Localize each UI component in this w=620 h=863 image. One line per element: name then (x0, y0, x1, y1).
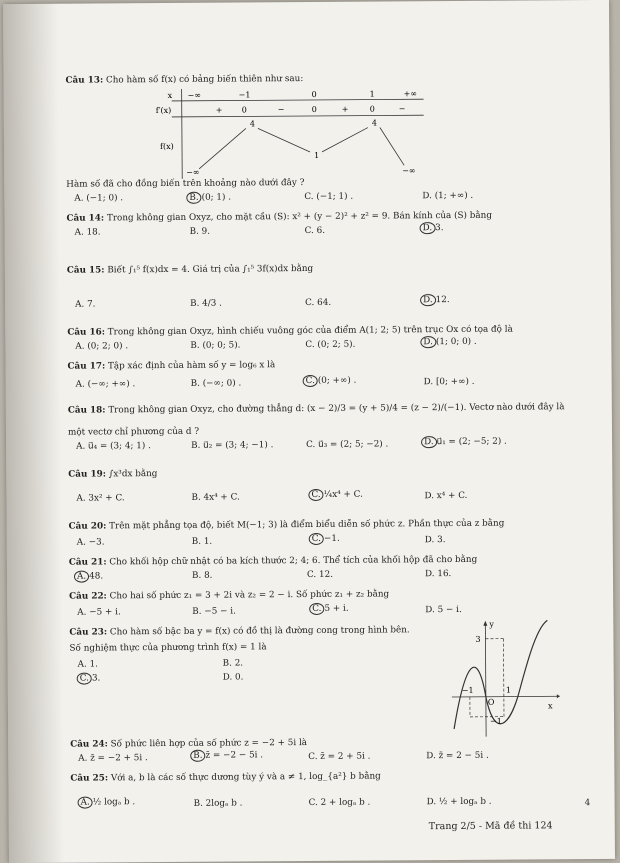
graph-y-label: y (489, 619, 494, 629)
q22-option-a[interactable]: A. −5 + i. (77, 607, 121, 618)
q19 (68, 469, 157, 481)
q14-option-d-value: 3. (435, 223, 444, 234)
q23-option-a[interactable]: A. 1. (77, 659, 98, 670)
q18-text: Trong không gian Oxyz, cho đường thẳng d: (x − 2)/3 = (y + 5)/4 = (z − 2)/(−1). Vectơ nào dưới đây là (108, 402, 565, 416)
q13-question: Hàm số đã cho đồng biến trên khoảng nào dưới đây ? (66, 178, 305, 190)
q23-option-c[interactable] (80, 673, 101, 684)
q14-option-d[interactable] (423, 223, 444, 234)
vt-f-1: 1 (314, 150, 320, 160)
q25-option-a[interactable] (81, 797, 136, 808)
vt-f: f(x) (159, 141, 174, 152)
vt-x-pinf: +∞ (403, 89, 418, 99)
graph-neg1-x: −1 (461, 685, 474, 695)
q17-option-c-value: (0; +∞) . (317, 375, 357, 386)
q16-text: Trong không gian Oxyz, hình chiếu vuông góc của điểm A(1; 2; 5) trên trục Ox có tọa độ là (107, 324, 513, 338)
graph-origin: O (487, 697, 495, 707)
cubic-graph (447, 618, 560, 737)
q20-option-c-value: −1. (323, 533, 340, 544)
q15-int1: ∫₁⁵ f(x)dx = 4. Giá trị của (128, 264, 240, 276)
graph-x-label: x (547, 701, 553, 711)
vt-fp: f′(x) (155, 105, 172, 116)
vt-sign-2: − (277, 105, 285, 115)
q24-option-c[interactable]: C. z̄ = 2 + 5i . (308, 751, 371, 763)
q14-label: Câu 14: (66, 213, 105, 224)
vt-f-4b: 4 (371, 118, 377, 128)
q19-option-c-letter: C. (308, 489, 323, 501)
margin-note: 4 (584, 798, 591, 809)
q15-option-c[interactable]: C. 64. (305, 297, 332, 309)
q24-option-b-value: z̄ = −2 − 5i . (205, 750, 264, 761)
q16-option-d-value: (1; 0; 0) . (435, 336, 477, 348)
q22-option-c[interactable] (312, 604, 348, 615)
vt-f-4a: 4 (249, 119, 255, 129)
q21-option-d[interactable]: D. 16. (424, 569, 452, 580)
q17-text: Tập xác định của hàm số y = log₆ x là (107, 360, 276, 372)
q18-text2: một vectơ chỉ phương của d ? (67, 426, 200, 438)
q25 (70, 772, 380, 785)
q15-option-d[interactable] (423, 295, 450, 306)
q25-option-b[interactable]: B. 2logₐ b . (193, 798, 243, 809)
q20-text: Trên mặt phẳng tọa độ, biết M(−1; 3) là điểm biểu diễn số phức z. Phần thực của z bằng (109, 518, 505, 532)
q20-label: Câu 20: (68, 521, 107, 532)
q17-label: Câu 17: (67, 361, 106, 372)
q22-option-b[interactable]: B. −5 − i. (192, 606, 236, 617)
q19-option-c-value: ¼x⁴ + C. (323, 489, 363, 500)
q24 (70, 738, 307, 751)
q20-option-d[interactable]: D. 3. (424, 535, 446, 546)
q24-option-b[interactable] (193, 750, 263, 761)
q21-option-a-value: 48. (89, 571, 104, 582)
q13-option-d[interactable]: D. (1; +∞) . (422, 190, 474, 202)
q18-option-b[interactable]: B. u⃗₂ = (3; 4; −1) . (191, 440, 274, 451)
q18-label: Câu 18: (67, 405, 106, 416)
q15-text1: Biết (107, 265, 126, 276)
q22-label: Câu 22: (69, 591, 107, 602)
q19-option-c[interactable] (311, 490, 362, 501)
q25-option-c[interactable]: C. 2 + logₐ b . (308, 797, 371, 809)
q21-option-c[interactable]: C. 12. (306, 569, 334, 581)
q25-text: Với a, b là các số thực dương tùy ý và a ≠ 1, log_{a²} b bằng (110, 771, 381, 784)
q23-label: Câu 23: (69, 627, 108, 638)
q13-option-b-letter: B. (186, 192, 201, 204)
q21-label: Câu 21: (68, 557, 107, 568)
q22-text: Cho hai số phức z₁ = 3 + 2i và z₂ = 2 − i. Số phức z₁ + z₂ bằng (109, 589, 390, 602)
q23-text: Cho hàm số bậc ba y = f(x) có đồ thị là đường cong trong hình bên. (109, 625, 410, 638)
q20-option-c-letter: C. (309, 533, 324, 545)
q16-option-c[interactable]: C. (0; 2; 5). (305, 339, 356, 351)
q15-option-a[interactable]: A. 7. (75, 299, 96, 310)
q25-label: Câu 25: (70, 773, 109, 784)
q23-option-d[interactable]: D. 0. (222, 672, 244, 683)
q13-text: Cho hàm số f(x) có bảng biến thiên như sau: (105, 74, 304, 86)
q17-option-c[interactable] (306, 376, 357, 387)
q18-option-d-letter: D. (421, 436, 437, 448)
vt-x-0: 0 (311, 89, 317, 99)
q14-text: Trong không gian Oxyz, cho mặt cầu (S): x² + (y − 2)² + z² = 9. Bán kính của (S) bằng (106, 210, 492, 224)
q21 (69, 555, 477, 569)
q15-option-b[interactable] (190, 299, 222, 310)
q24-option-b-letter: B. (190, 750, 205, 762)
q15-label: Câu 15: (66, 265, 105, 276)
q22-option-c-value: 5 + i. (324, 603, 349, 614)
variation-table (154, 87, 425, 179)
graph-three: 3 (475, 634, 481, 644)
q16-option-d[interactable] (423, 337, 476, 348)
q13-label: Câu 13: (65, 75, 104, 86)
q19-label: Câu 19: (68, 469, 106, 480)
vt-f-ninf: −∞ (186, 167, 200, 177)
q13 (66, 74, 304, 87)
q16-label: Câu 16: (67, 327, 105, 338)
q18-option-d[interactable] (424, 437, 507, 449)
q19-option-a[interactable]: A. 3x² + C. (76, 493, 125, 504)
q20-option-a[interactable]: A. −3. (76, 537, 105, 548)
q25-option-a-letter: A. (78, 797, 93, 809)
vt-x: x (167, 90, 173, 100)
vt-zero-2: 0 (311, 104, 317, 114)
q13-option-b-value: (0; 1) . (201, 192, 232, 203)
q23-option-b[interactable]: B. 2. (222, 658, 244, 669)
q13-option-c[interactable]: C. (−1; 1) . (304, 191, 354, 203)
q20-option-b[interactable]: B. 1. (191, 536, 213, 547)
q19-text: ∫x³dx bằng (108, 469, 158, 480)
q18-option-a[interactable]: A. u⃗₄ = (3; 4; 1) . (76, 441, 151, 452)
q14-option-a[interactable]: A. 18. (74, 227, 101, 238)
q16-option-b[interactable]: B. (0; 0; 5). (190, 340, 241, 351)
q25-option-a-value: ½ logₐ b . (92, 797, 136, 808)
q16-option-a[interactable]: A. (0; 2; 0) . (75, 341, 129, 352)
q21-text: Cho khối hộp chữ nhật có ba kích thước 2; 4; 6. Thể tích của khối hộp đã cho bằng (109, 554, 478, 568)
vt-sign-1: + (215, 105, 223, 115)
vt-x-ninf: −∞ (187, 90, 202, 100)
q25-option-d[interactable]: D. ½ + logₐ b . (426, 796, 492, 808)
vt-x-m1: −1 (238, 90, 251, 100)
q18-option-d-value: u⃗₁ = (2; −5; 2) . (436, 436, 507, 448)
q14-option-b[interactable]: B. 9. (189, 226, 211, 237)
q17 (68, 360, 276, 372)
q13-option-b[interactable] (189, 193, 231, 204)
q22 (69, 589, 389, 602)
page-shadow (3, 4, 64, 863)
q24-label: Câu 24: (70, 739, 108, 750)
q23-option-c-value: 3. (91, 673, 101, 684)
vt-zero-3: 0 (369, 104, 375, 114)
q15-int2: ∫₁⁵ 3f(x)dx bằng (242, 263, 314, 275)
q21-option-a-letter: A. (74, 571, 89, 583)
q14-option-d-letter: D. (420, 222, 436, 234)
vt-sign-3: + (341, 104, 349, 114)
q16-option-d-letter: D. (420, 336, 436, 348)
q17-option-d[interactable]: D. [0; +∞) . (423, 376, 475, 388)
q23-option-c-letter: C. (77, 673, 92, 685)
q23 (69, 625, 409, 638)
q24-text: Số phức liên hợp của số phức z = −2 + 5i là (110, 738, 308, 750)
q24-option-a[interactable]: A. z̄ = −2 + 5i . (78, 753, 148, 764)
q22-option-c-letter: C. (309, 603, 324, 615)
graph-one: 1 (505, 685, 511, 695)
q15 (67, 264, 313, 277)
vt-f-ninf2: −∞ (402, 166, 416, 176)
q22-option-d[interactable]: D. 5 − i. (425, 604, 462, 616)
q15-option-b-letter: B. (190, 298, 200, 309)
vt-sign-4: − (398, 104, 406, 114)
vt-x-1: 1 (369, 89, 375, 99)
exam-page (3, 0, 615, 863)
q21-option-b[interactable]: B. 8. (191, 570, 213, 581)
q17-option-b[interactable]: B. (−∞; 0) . (190, 378, 242, 389)
q23-text2: Số nghiệm thực của phương trình f(x) = 1 là (69, 642, 267, 654)
vt-zero-1: 0 (241, 105, 247, 115)
q14-option-c[interactable]: C. 6. (304, 225, 326, 237)
q19-option-d[interactable]: D. x⁴ + C. (424, 490, 468, 502)
q18 (68, 402, 565, 416)
page-footer: Trang 2/5 - Mã đề thi 124 (428, 820, 553, 833)
q17-option-a[interactable]: A. (−∞; +∞) . (75, 379, 136, 390)
q24-option-d[interactable]: D. z̄ = 2 − 5i . (426, 750, 489, 762)
q17-option-c-letter: C. (303, 375, 318, 387)
q15-option-d-value: 12. (435, 295, 450, 306)
q18-option-c[interactable]: C. u⃗₃ = (2; 5; −2) . (306, 439, 389, 451)
graph-neg1-y: −1 (489, 716, 502, 726)
q15-option-d-letter: D. (420, 294, 436, 306)
q20-option-c[interactable] (312, 534, 340, 545)
q21-option-a[interactable] (77, 571, 103, 582)
q20 (69, 519, 505, 533)
q19-option-b[interactable]: B. 4x⁴ + C. (191, 492, 240, 503)
q13-option-a[interactable]: A. (−1; 0) . (74, 193, 124, 204)
q15-option-b-value: 4/3 . (202, 298, 222, 309)
